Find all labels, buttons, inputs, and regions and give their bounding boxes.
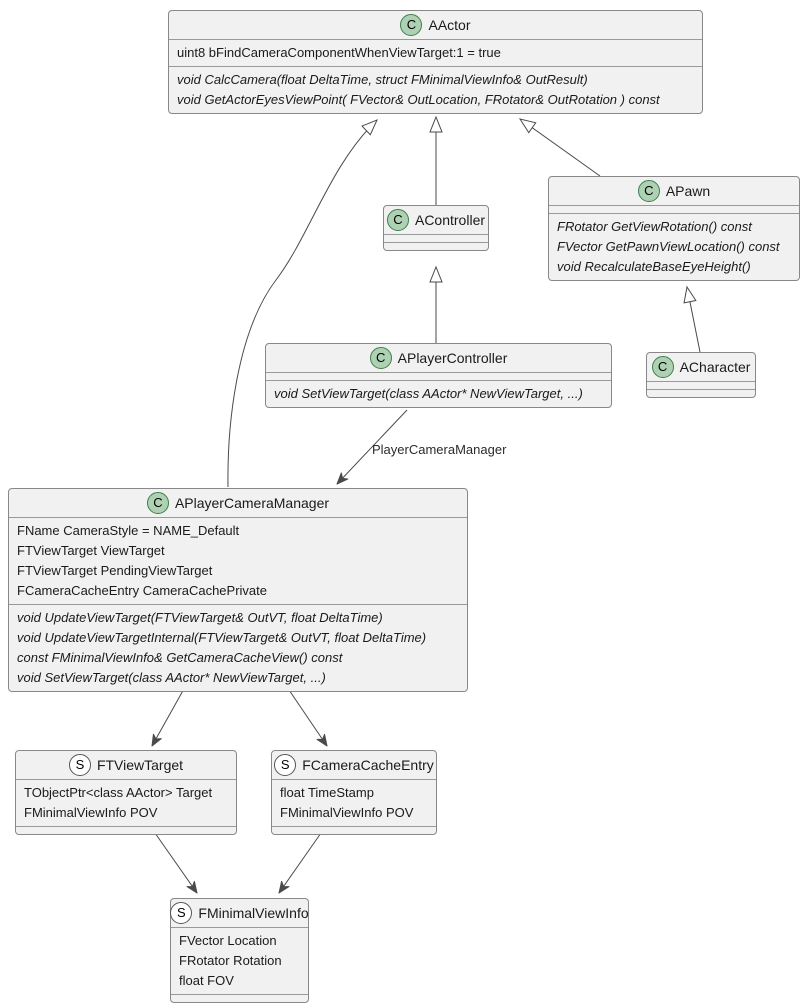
class-fcameracacheentry — [271, 750, 437, 835]
class-header — [647, 353, 755, 381]
fields-compartment — [171, 927, 308, 994]
fields-compartment — [266, 372, 611, 380]
class-c-icon: C — [387, 209, 409, 231]
methods-compartment — [549, 213, 799, 280]
method: void SetViewTarget(class AActor* NewViewTarget, ...) — [17, 670, 326, 685]
field: TObjectPtr<class AActor> Target — [24, 785, 213, 800]
edge-inheritance-acharacter-apawn — [687, 287, 700, 352]
field: FTViewTarget ViewTarget — [17, 543, 165, 558]
class-header — [549, 177, 799, 205]
class-name: APawn — [665, 183, 711, 199]
method: void UpdateViewTarget(FTViewTarget& OutVT, float DeltaTime) — [17, 610, 383, 625]
edge-association-apcm-ftviewtarget — [152, 687, 185, 746]
methods-compartment — [384, 242, 488, 250]
class-name: APlayerController — [397, 350, 508, 366]
methods-compartment — [266, 380, 611, 407]
field: FCameraCacheEntry CameraCachePrivate — [17, 583, 267, 598]
edge-label-playercameramanager: PlayerCameraManager — [372, 442, 507, 457]
edge-inheritance-aplayercameramanager-aactor — [228, 120, 377, 487]
methods-compartment — [16, 826, 236, 834]
fields-compartment — [549, 205, 799, 213]
class-name: FMinimalViewInfo — [198, 905, 309, 921]
method: void CalcCamera(float DeltaTime, struct FMinimalViewInfo& OutResult) — [177, 72, 588, 87]
class-name: ACharacter — [679, 359, 751, 375]
class-header — [384, 206, 488, 234]
class-c-icon: C — [652, 356, 674, 378]
field: FName CameraStyle = NAME_Default — [17, 523, 240, 538]
method: void GetActorEyesViewPoint( FVector& OutLocation, FRotator& OutRotation ) const — [177, 92, 660, 107]
class-name: AActor — [428, 17, 471, 33]
field: FMinimalViewInfo POV — [280, 805, 414, 820]
class-header — [171, 899, 308, 927]
class-acontroller — [383, 205, 489, 251]
edge-association-ftviewtarget-fminimalviewinfo — [155, 833, 197, 893]
class-c-icon: C — [638, 180, 660, 202]
class-name: APlayerCameraManager — [174, 495, 330, 511]
methods-compartment — [9, 604, 467, 691]
class-c-icon: C — [370, 347, 392, 369]
methods-compartment — [272, 826, 436, 834]
method: void UpdateViewTargetInternal(FTViewTarget& OutVT, float DeltaTime) — [17, 630, 427, 645]
class-ftviewtarget — [15, 750, 237, 835]
edge-association-apcm-fcameracacheentry — [287, 687, 327, 746]
struct-s-icon: S — [170, 902, 192, 924]
class-name: AController — [414, 212, 486, 228]
class-aplayercontroller — [265, 343, 612, 408]
field: float FOV — [179, 973, 234, 988]
class-aplayercameramanager — [8, 488, 468, 692]
fields-compartment — [647, 381, 755, 389]
method: FVector GetPawnViewLocation() const — [557, 239, 780, 254]
class-name: FTViewTarget — [96, 757, 184, 773]
fields-compartment — [272, 779, 436, 826]
field: FRotator Rotation — [179, 953, 282, 968]
edge-inheritance-apawn-aactor — [520, 119, 600, 176]
field: uint8 bFindCameraComponentWhenViewTarget:1 = true — [177, 45, 501, 60]
struct-s-icon: S — [69, 754, 91, 776]
method: FRotator GetViewRotation() const — [557, 219, 752, 234]
field: FVector Location — [179, 933, 277, 948]
class-name: FCameraCacheEntry — [302, 757, 434, 773]
class-fminimalviewinfo — [170, 898, 309, 1003]
class-header — [16, 751, 236, 779]
class-aactor — [168, 10, 703, 114]
methods-compartment — [169, 66, 702, 113]
method: void RecalculateBaseEyeHeight() — [557, 259, 751, 274]
class-header — [266, 344, 611, 372]
class-c-icon: C — [147, 492, 169, 514]
field: FMinimalViewInfo POV — [24, 805, 158, 820]
field: float TimeStamp — [280, 785, 374, 800]
methods-compartment — [647, 389, 755, 397]
fields-compartment — [9, 517, 467, 604]
edge-association-fcameracacheentry-fminimalviewinfo — [279, 833, 321, 893]
class-header — [169, 11, 702, 39]
class-c-icon: C — [400, 14, 422, 36]
method: void SetViewTarget(class AActor* NewViewTarget, ...) — [274, 386, 583, 401]
class-acharacter — [646, 352, 756, 398]
fields-compartment — [384, 234, 488, 242]
methods-compartment — [171, 994, 308, 1002]
class-apawn — [548, 176, 800, 281]
class-header — [272, 751, 436, 779]
class-header — [9, 489, 467, 517]
method: const FMinimalViewInfo& GetCameraCacheView() const — [17, 650, 343, 665]
fields-compartment — [16, 779, 236, 826]
field: FTViewTarget PendingViewTarget — [17, 563, 213, 578]
struct-s-icon: S — [274, 754, 296, 776]
fields-compartment — [169, 39, 702, 66]
